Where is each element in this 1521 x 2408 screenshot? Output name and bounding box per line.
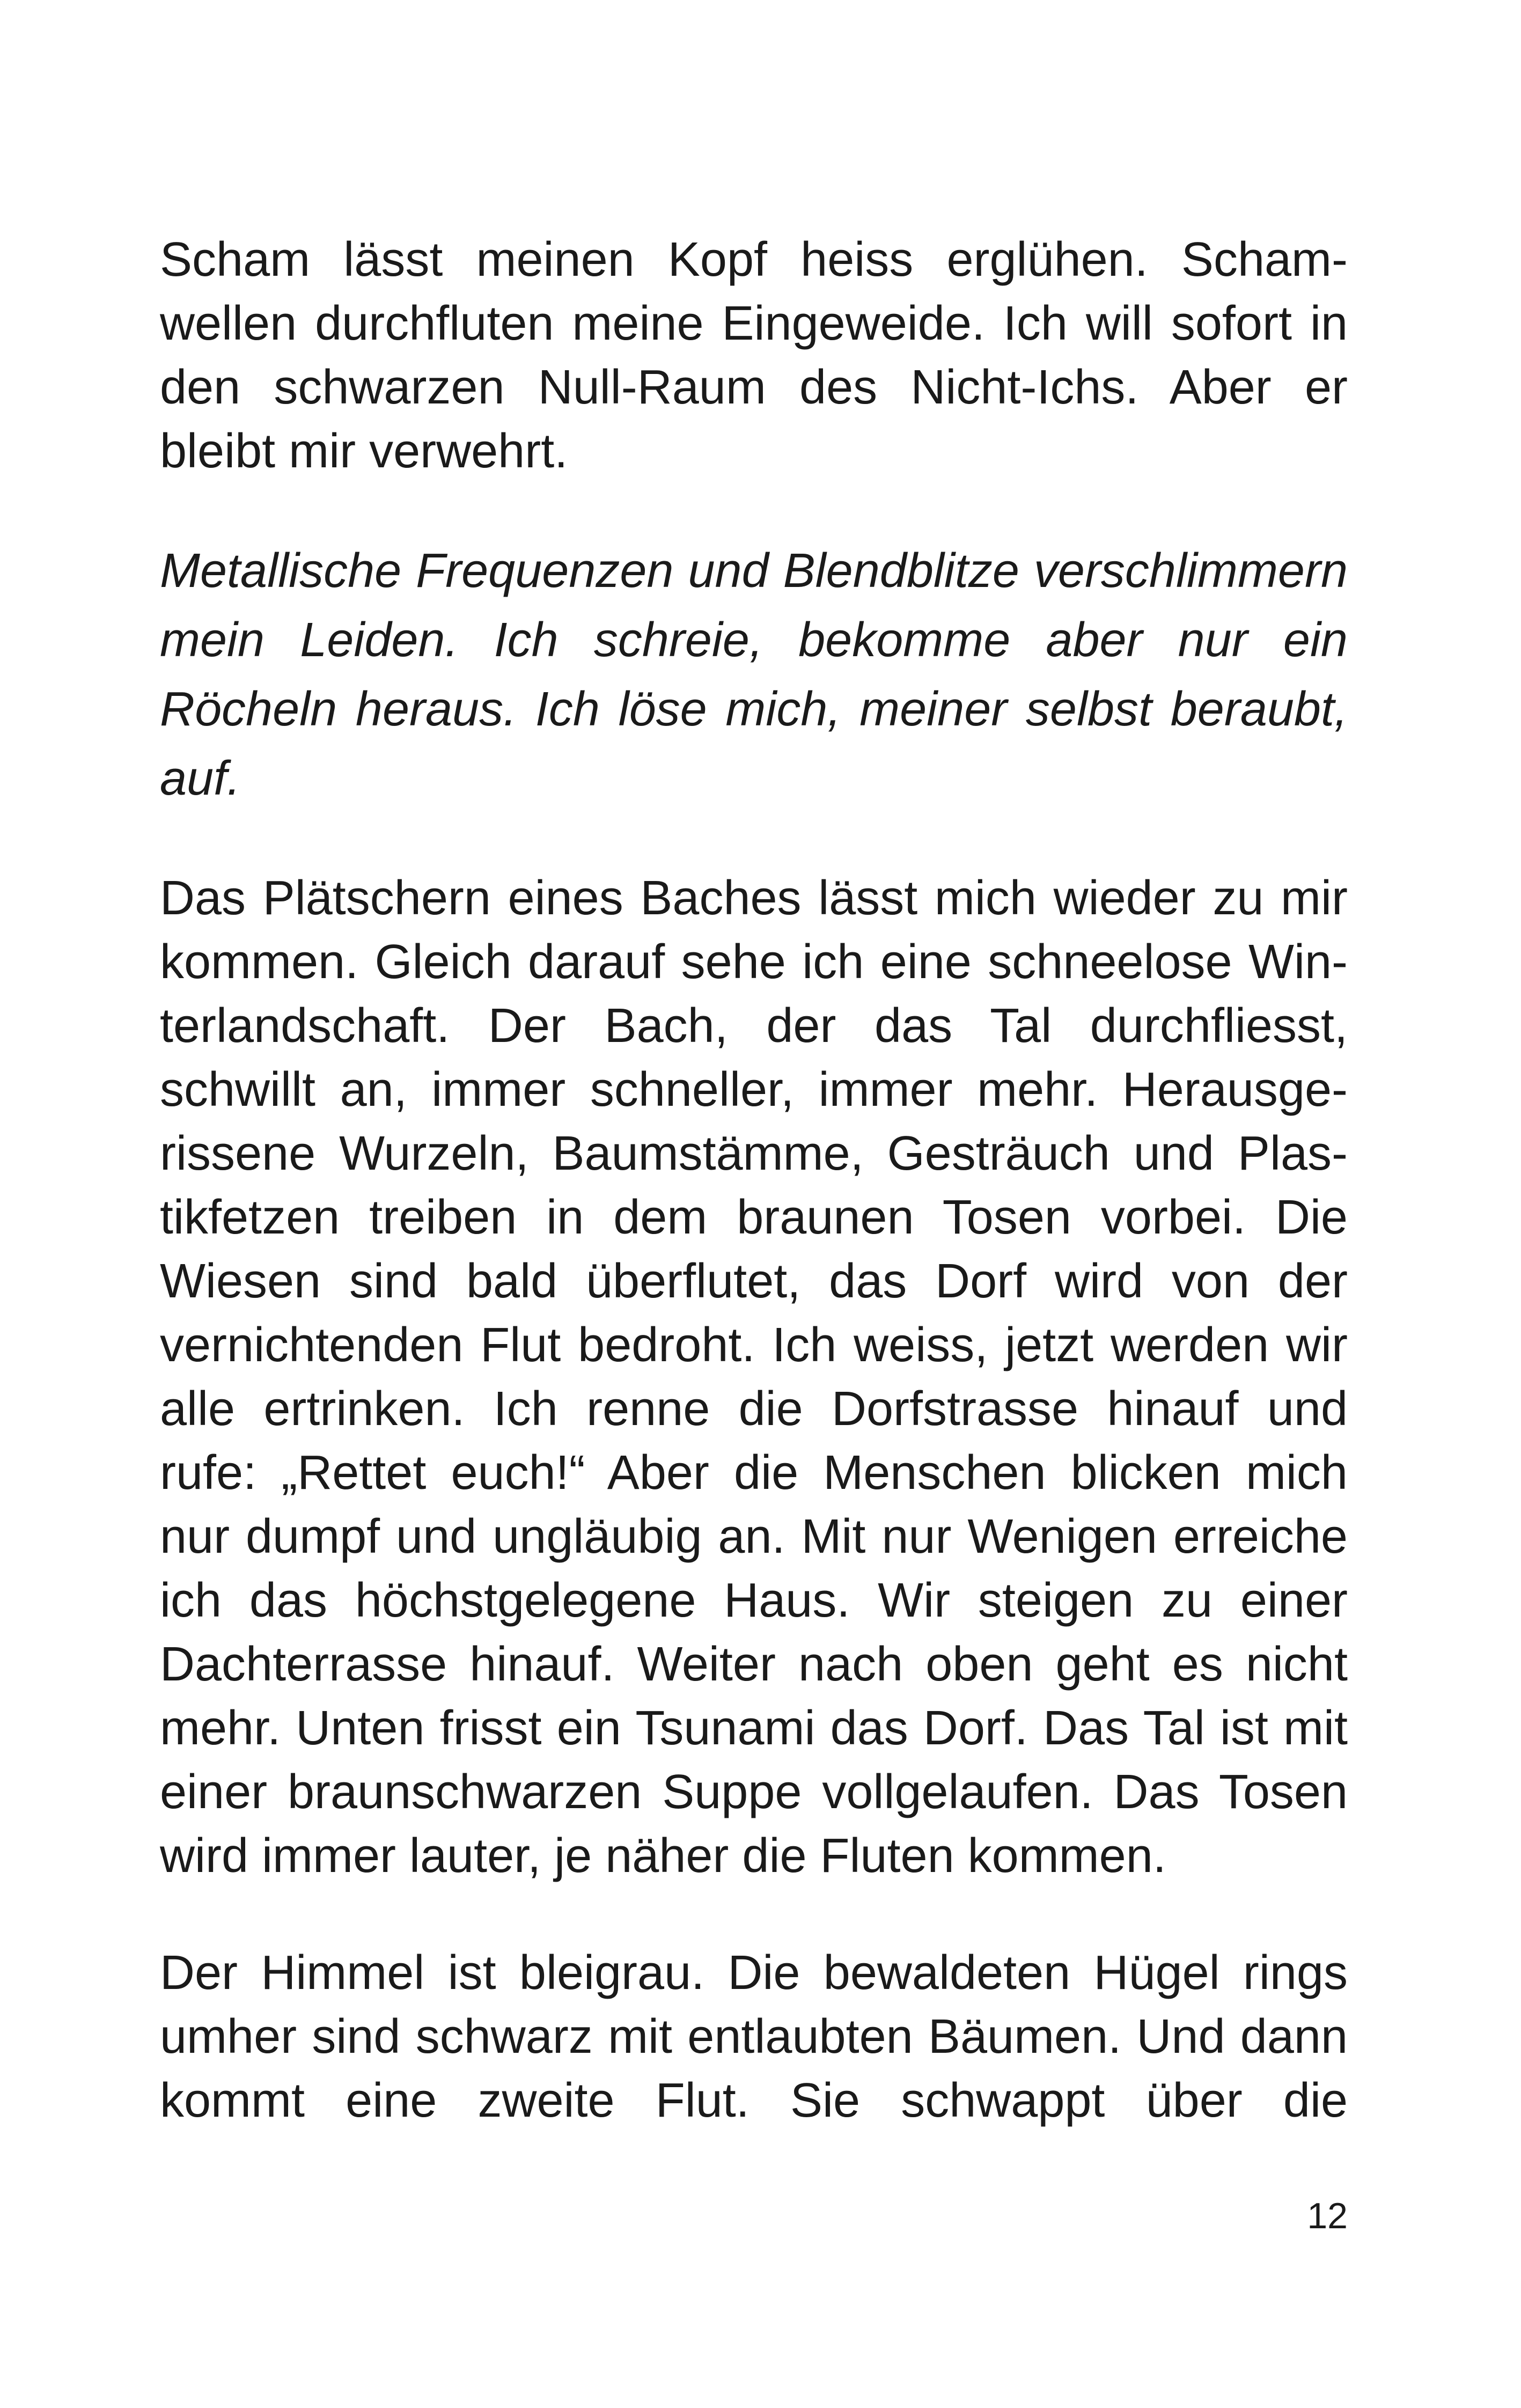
paragraph-flood: Das Plätschern eines Baches lässt mich wieder zu mir kommen. Gleich darauf sehe ich eine schneelose Winterlandschaft. Der Bach, der das Tal durchfliesst, schwillt an, immer schneller, immer mehr. Herausgerissene Wurzeln, Baumstämme, Gesträuch und Plastikfetzen treiben in dem braunen Tosen vorbei. Die Wiesen sind bald überflutet, das Dorf wird von der vernichtenden Flut bedroht. Ich weiss, jetzt werden wir alle ertrinken. Ich renne die Dorfstrasse hinauf und rufe: „Rettet euch!“ Aber die Menschen blicken mich nur dumpf und ungläubig an. Mit nur Wenigen erreiche ich das höchstgelegene Haus. Wir steigen zu einer Dachterrasse hinauf. Weiter nach oben geht es nicht mehr. Unten frisst ein Tsunami das Dorf. Das Tal ist mit einer braunschwarzen Suppe vollgelaufen. Das Tosen wird immer lauter, je näher die Fluten kommen. (160, 871, 1348, 1883)
paragraph-metallic-frequencies: Metallische Frequenzen und Blendblitze verschlimmern mein Leiden. Ich schreie, bekomme aber nur ein Röcheln heraus. Ich löse mich, meiner selbst beraubt, auf. (160, 544, 1348, 805)
paragraph-leaden-sky: Der Himmel ist bleigrau. Die bewaldeten Hügel rings umher sind schwarz mit entlaubten Bäumen. Und dann kommt eine zweite Flut. Sie schwappt über die (160, 1946, 1348, 2127)
page-number: 12 (1307, 2196, 1348, 2236)
paragraph-shame: Scham lässt meinen Kopf heiss erglühen. Schamwellen durchfluten meine Eingeweide. Ich will sofort in den schwarzen Null-Raum des Nicht-Ichs. Aber er bleibt mir verwehrt. (160, 233, 1348, 478)
book-page-text (160, 228, 1348, 2133)
